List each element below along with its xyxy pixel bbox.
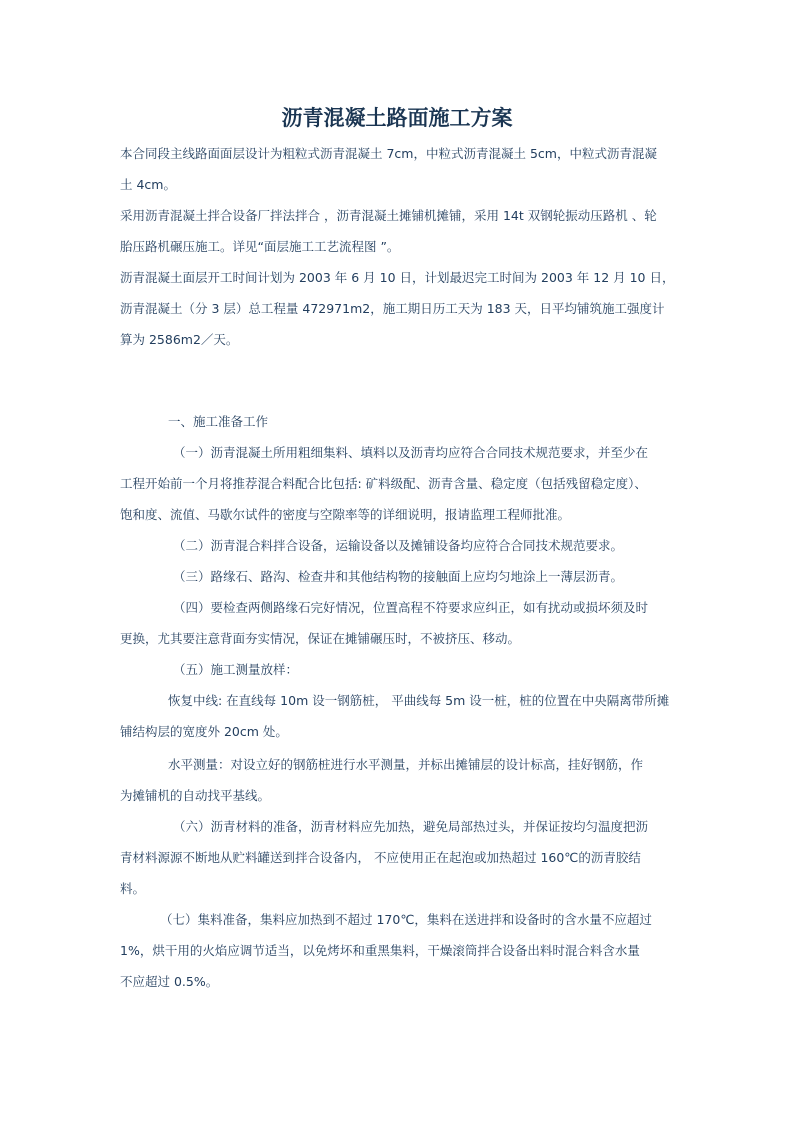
paragraph-line: 恢复中线: 在直线每 10m 设一钢筋桩， 平曲线每 5m 设一桩，桩的位置在中央隔离带所摊 (168, 693, 670, 708)
paragraph-line: 料。 (120, 881, 146, 896)
paragraph-line: （三）路缘石、路沟、检查井和其他结构物的接触面上应均匀地涂上一薄层沥青。 (173, 569, 624, 584)
paragraph-line: 青材料源源不断地从贮料罐送到拌合设备内， 不应使用正在起泡或加热超过 160℃的沥青胶结 (120, 850, 641, 865)
intro-line: 胎压路机碾压施工。详见“面层施工工艺流程图 ”。 (120, 239, 400, 254)
section-heading: 一、施工准备工作 (168, 414, 269, 429)
paragraph-line: （一）沥青混凝土所用粗细集料、填料以及沥青均应符合合同技术规范要求，并至少在 (173, 445, 649, 460)
paragraph-line: 为摊铺机的自动找平基线。 (120, 788, 271, 803)
paragraph-line: 水平测量：对设立好的钢筋桩进行水平测量，并标出摊铺层的设计标高，挂好钢筋，作 (168, 757, 644, 772)
paragraph-line: 铺结构层的宽度外 20cm 处。 (120, 724, 288, 739)
paragraph-line: （七）集料准备，集料应加热到不超过 170℃，集料在送进拌和设备时的含水量不应超过 (160, 912, 652, 927)
paragraph-line: （六）沥青材料的准备，沥青材料应先加热，避免局部热过头，并保证按均匀温度把沥 (173, 819, 649, 834)
paragraph-line: （二）沥青混合料拌合设备，运输设备以及摊铺设备均应符合合同技术规范要求。 (173, 538, 624, 553)
document-title: 沥青混凝土路面施工方案 (281, 105, 513, 130)
intro-line: 土 4cm。 (120, 177, 176, 192)
paragraph-line: 工程开始前一个月将推荐混合料配合比包括: 矿料级配、沥青含量、稳定度（包括残留稳定度）、 (120, 476, 647, 491)
paragraph-line: 饱和度、流值、马歇尔试件的密度与空隙率等的详细说明，报请监理工程师批准。 (120, 507, 571, 522)
paragraph-line: 不应超过 0.5%。 (120, 974, 219, 989)
paragraph-line: （四）要检查两侧路缘石完好情况，位置高程不符要求应纠正，如有扰动或损坏须及时 (173, 600, 649, 615)
intro-line: 采用沥青混凝土拌合设备厂拌法拌合 ，沥青混凝土摊铺机摊铺，采用 14t 双钢轮振动压路机 、轮 (120, 208, 657, 223)
intro-line: 沥青混凝土（分 3 层）总工程量 472971m2，施工期日历工天为 183 天，日平均铺筑施工强度计 (120, 301, 665, 316)
intro-line: 算为 2586m2／天。 (120, 332, 239, 347)
paragraph-line: 更换，尤其要注意背面夯实情况，保证在摊铺碾压时，不被挤压、移动。 (120, 631, 521, 646)
subsection-heading: （五）施工测量放样： (173, 662, 299, 677)
paragraph-line: 1%，烘干用的火焰应调节适当，以免烤坏和重黑集料，干燥滚筒拌合设备出料时混合料含水量 (120, 943, 640, 958)
intro-line: 本合同段主线路面面层设计为粗粒式沥青混凝土 7cm，中粒式沥青混凝土 5cm，中粒式沥青混凝 (120, 146, 657, 161)
intro-line: 沥青混凝土面层开工时间计划为 2003 年 6 月 10 日，计划最迟完工时间为 2003 年 12 月 10 日， (120, 270, 675, 285)
